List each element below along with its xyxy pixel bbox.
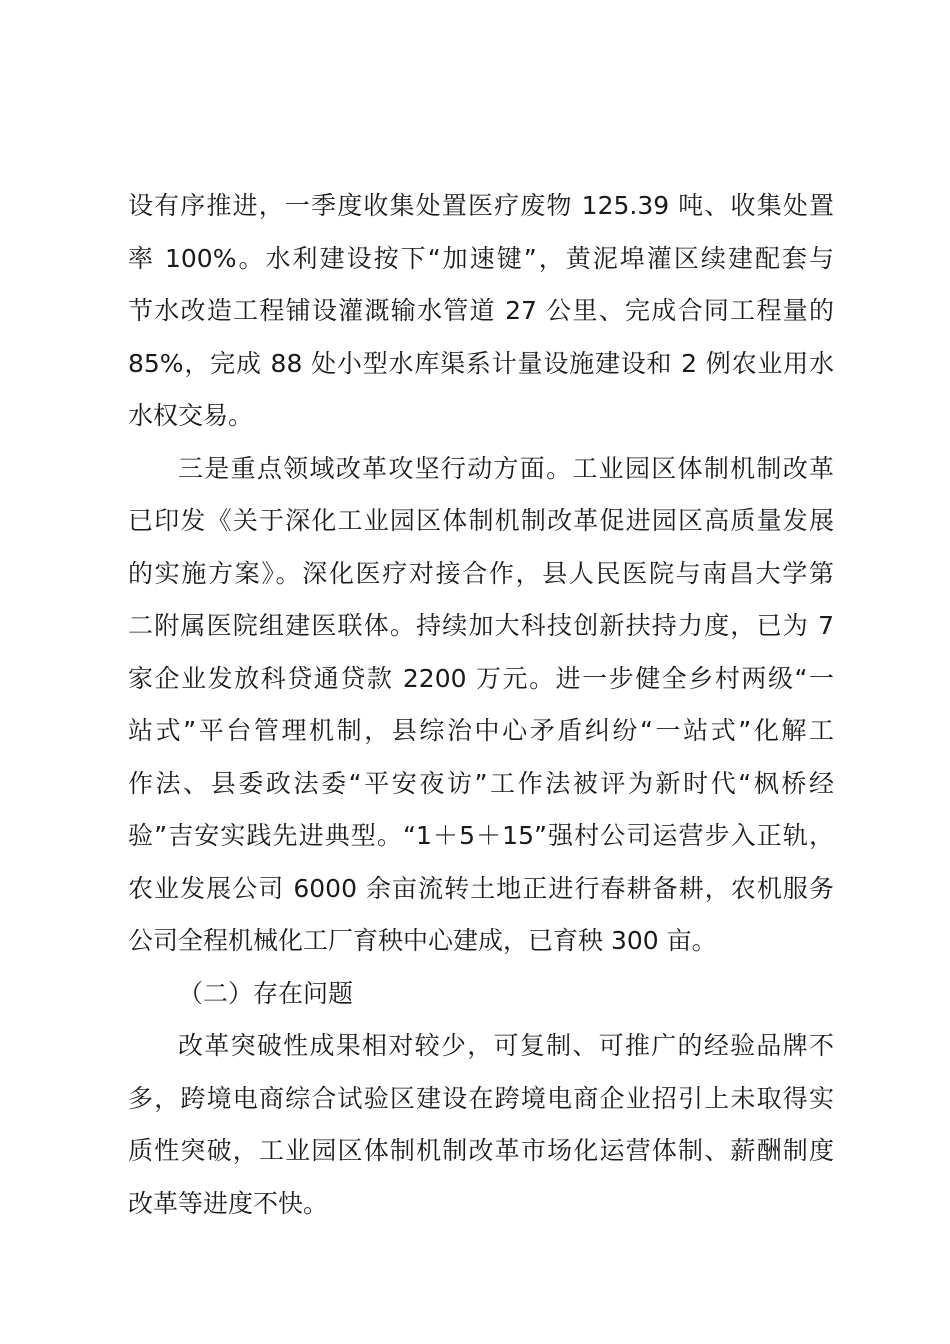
text-line: 已印发《关于深化工业园区体制机制改革促进园区高质量发展	[128, 506, 834, 535]
section-heading: （二）存在问题	[178, 978, 354, 1008]
paragraph-first-line: 三是重点领域改革攻坚行动方面。工业园区体制机制改革	[178, 453, 834, 483]
text-line: 改革等进度不快。	[128, 1188, 329, 1218]
text-line: 站式”平台管理机制，县综治中心矛盾纠纷“一站式”化解工	[128, 716, 834, 745]
text-line: 家企业发放科贷通贷款 2200 万元。进一步健全乡村两级“一	[128, 663, 834, 693]
text-line: 水权交易。	[128, 401, 254, 430]
document-body	[128, 180, 834, 1230]
text-line: 的实施方案》。深化医疗对接合作，县人民医院与南昌大学第	[128, 558, 834, 588]
text-line: 设有序推进，一季度收集处置医疗废物 125.39 吨、收集处置	[128, 191, 834, 220]
text-line: 二附属医院组建医联体。持续加大科技创新扶持力度，已为 7	[128, 611, 834, 640]
text-line: 作法、县委政法委“平安夜访”工作法被评为新时代“枫桥经	[128, 768, 834, 798]
text-line: 农业发展公司 6000 余亩流转土地正进行春耕备耕，农机服务	[128, 873, 834, 903]
text-line: 公司全程机械化工厂育秧中心建成，已育秧 300 亩。	[128, 926, 717, 955]
text-line: 节水改造工程铺设灌溉输水管道 27 公里、完成合同工程量的	[128, 296, 834, 325]
text-line: 质性突破，工业园区体制机制改革市场化运营体制、薪酬制度	[128, 1136, 834, 1165]
paragraph-first-line: 改革突破性成果相对较少，可复制、可推广的经验品牌不	[178, 1031, 834, 1060]
text-line: 85%，完成 88 处小型水库渠系计量设施建设和 2 例农业用水	[128, 348, 834, 378]
text-line: 率 100%。水利建设按下“加速键”，黄泥埠灌区续建配套与	[128, 243, 834, 273]
text-line: 多，跨境电商综合试验区建设在跨境电商企业招引上未取得实	[128, 1083, 834, 1113]
text-line: 验”吉安实践先进典型。“1＋5＋15”强村公司运营步入正轨，	[128, 821, 834, 850]
